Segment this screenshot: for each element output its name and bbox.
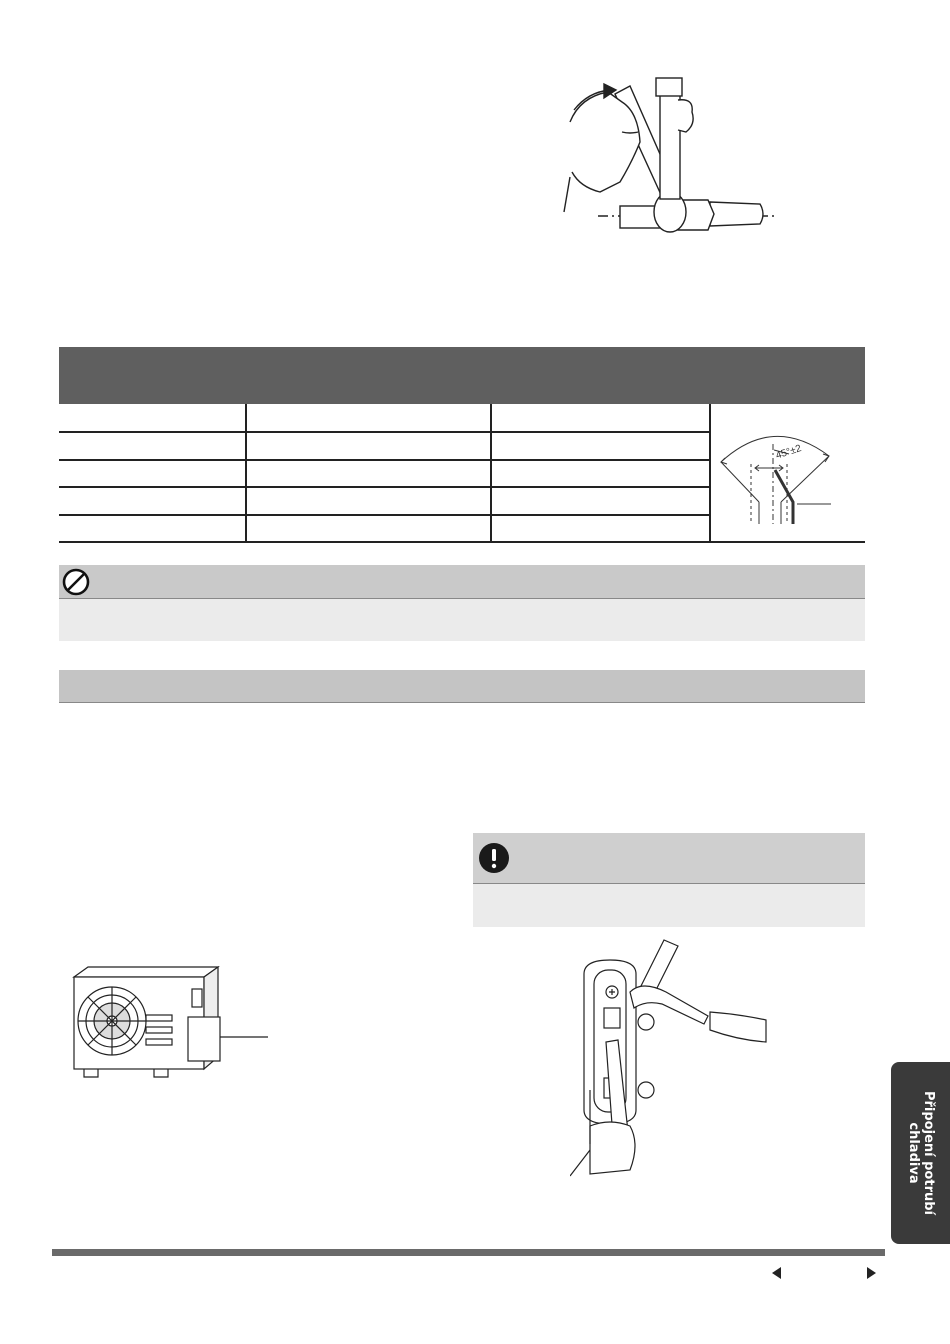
note-header bbox=[473, 833, 865, 884]
note-body bbox=[473, 884, 865, 927]
side-tab-label-line1: Připojení potrubí bbox=[920, 1090, 936, 1216]
outdoor-unit-illustration bbox=[68, 965, 270, 1083]
footer-rule bbox=[52, 1249, 885, 1256]
warning-body bbox=[59, 599, 865, 641]
table-column-divider bbox=[490, 404, 492, 542]
table-row-divider bbox=[59, 431, 709, 433]
table-row-divider bbox=[59, 459, 709, 461]
table-row-divider bbox=[59, 486, 709, 488]
table-column-divider bbox=[245, 404, 247, 542]
wrench-tightening-illustration bbox=[560, 72, 780, 247]
table-row-divider bbox=[59, 514, 709, 516]
table-bottom-rule bbox=[59, 541, 865, 543]
flare-angle-diagram bbox=[711, 404, 865, 541]
triangle-left-icon[interactable] bbox=[770, 1266, 784, 1280]
exclamation-icon bbox=[478, 842, 510, 874]
service-valve-wrenches-illustration bbox=[570, 930, 770, 1190]
side-tab-label-line2: chladiva bbox=[905, 1122, 921, 1184]
triangle-right-icon[interactable] bbox=[864, 1266, 878, 1280]
warning-header bbox=[59, 565, 865, 599]
side-tab-label bbox=[906, 1091, 936, 1215]
section-side-tab[interactable] bbox=[891, 1062, 950, 1244]
section-heading-bar bbox=[59, 670, 865, 703]
prohibit-icon bbox=[62, 568, 90, 596]
spec-table-header bbox=[59, 347, 865, 404]
flare-angle-label: 45°±2 bbox=[774, 443, 803, 462]
